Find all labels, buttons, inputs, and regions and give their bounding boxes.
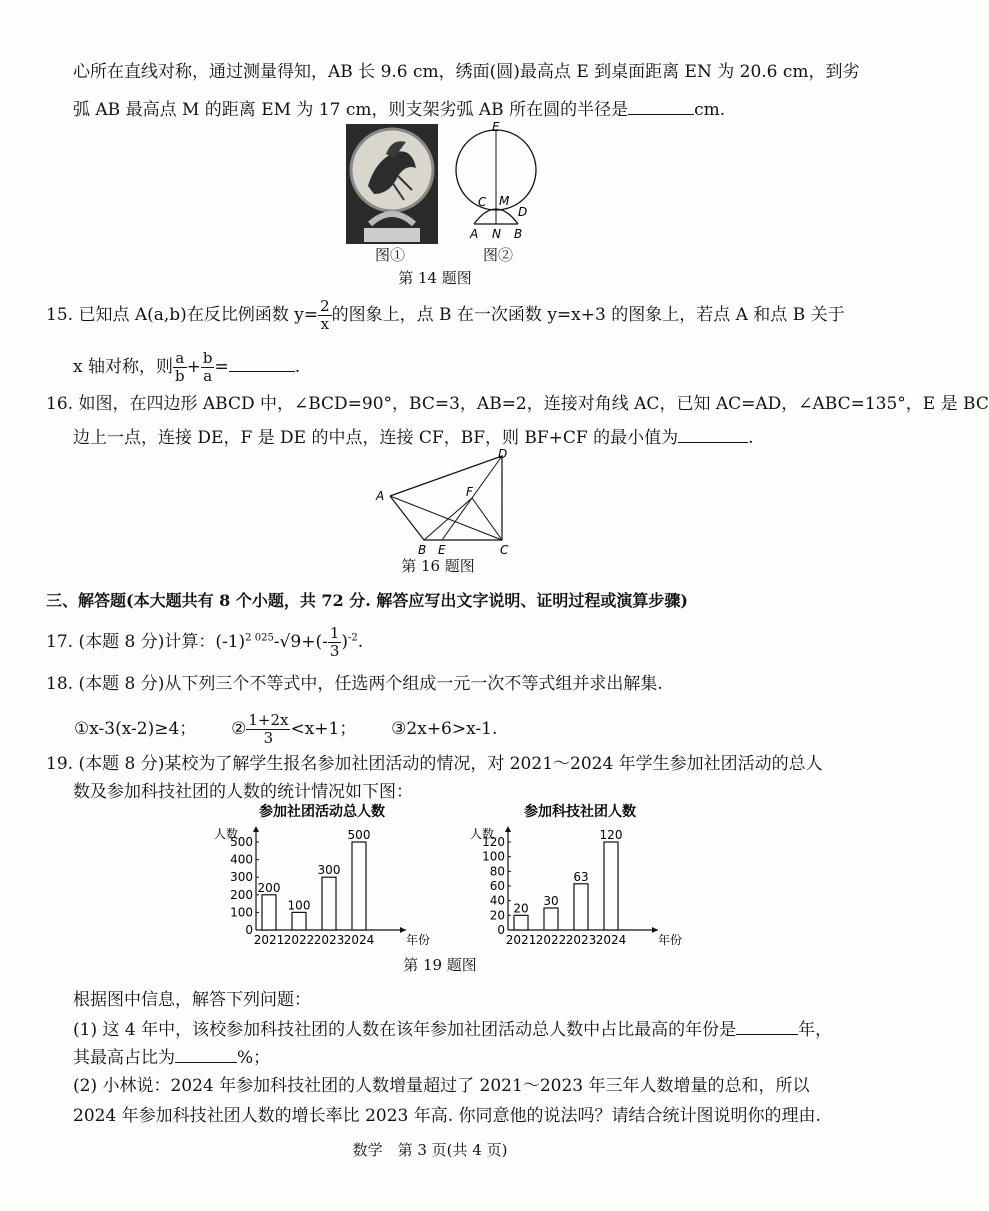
chart2-ytick-label: 20 — [489, 908, 505, 923]
chart1-bar — [262, 895, 276, 930]
q14-fig1-caption: 图① — [374, 246, 405, 264]
q17-exp1: 2 025 — [245, 632, 274, 644]
chart2-y-arrow — [505, 826, 511, 832]
chart2-data-label: 20 — [513, 901, 529, 916]
q18-ineq2-pre: ② — [231, 719, 247, 739]
q19-text-1: (本题 8 分)某校为了解学生报名参加社团活动的情况，对 2021～2024 年学生参加社团活动的总人 — [78, 754, 823, 774]
q17-text: (本题 8 分)计算：(-1) — [78, 632, 246, 652]
q17-line — [46, 625, 363, 660]
q15-answer-blank[interactable] — [229, 353, 295, 372]
chart2-ytick-label: 120 — [482, 835, 505, 849]
chart2-ytick-label: 100 — [482, 849, 505, 864]
chart1-xlabel: 年份 — [405, 933, 431, 947]
q14-label-M: M — [499, 194, 510, 208]
q17-fraction: $\frac{1}{3}$ — [329, 624, 340, 660]
chart2-data-label: 63 — [573, 869, 589, 884]
chart1-ytick-label: 100 — [230, 905, 253, 920]
q19-p1-percent: %； — [237, 1048, 271, 1068]
q19-percent-blank[interactable] — [175, 1044, 237, 1063]
q18-ineq3: ③2x+6>x-1. — [391, 719, 498, 739]
q19-part1-line1 — [73, 1016, 832, 1042]
q14-figure1-photo — [346, 124, 438, 244]
chart1-xtick-label: 2021 — [253, 933, 285, 947]
q16-label-C: C — [500, 543, 509, 557]
q19-chart-total — [212, 802, 432, 952]
q19-year-blank[interactable] — [736, 1016, 798, 1035]
q15-text-a: 已知点 A(a,b)在反比例函数 y= — [78, 305, 319, 325]
q18-inequalities — [74, 712, 497, 747]
chart2-bar — [574, 884, 588, 930]
q18-ineq2-post: <x+1； — [290, 719, 357, 739]
chart2-ytick-label: 60 — [489, 879, 505, 893]
chart1-ytick-label: 0 — [245, 923, 253, 937]
q18-ineq2-frac: $\frac{1+2x}{3}$ — [248, 711, 289, 747]
q16-number: 16. — [46, 394, 74, 414]
q19-part2-line2: 2024 年参加科技社团人数的增长率比 2023 年高. 你同意他的说法吗？请结合统计图说明你的理由. — [73, 1106, 821, 1126]
chart2-xtick-label: 2021 — [505, 933, 537, 947]
q18-ineq1: ①x-3(x-2)≥4； — [74, 719, 197, 739]
q15-number: 15. — [46, 305, 74, 325]
chart1-data-label: 200 — [257, 880, 281, 895]
q17-mid: -√9+(- — [273, 632, 328, 652]
q19-part2-line1: (2) 小林说：2024 年参加科技社团的人数增量超过了 2021～2023 年三年人数增量的总和，所以 — [73, 1076, 810, 1096]
q15-frac-a-b: $\frac{a}{b}$ — [175, 349, 185, 385]
q17-number: 17. — [46, 632, 74, 652]
q15-frac-b-a: $\frac{b}{a}$ — [202, 349, 213, 385]
page-footer: 数学 第 3 页(共 4 页) — [352, 1141, 508, 1159]
chart1-xtick-label: 2024 — [343, 933, 375, 947]
chart2-ytick-label: 40 — [489, 893, 505, 908]
chart2-ytick-label: 80 — [489, 864, 505, 879]
q14-line2-text: 弧 AB 最高点 M 的距离 EM 为 17 cm，则支架劣弧 AB 所在圆的半径是 — [73, 100, 629, 120]
q16-label-B: B — [418, 543, 427, 557]
q16-answer-blank[interactable] — [678, 424, 748, 443]
q19-line1 — [46, 752, 823, 776]
q18-line1 — [46, 672, 663, 696]
q16-label-E: E — [438, 543, 446, 557]
q15-plus: + — [186, 357, 201, 377]
chart2-ylabel: 人数 — [470, 827, 495, 841]
chart1-bar — [322, 877, 336, 930]
q15-fraction: $\frac{2}{x}$ — [320, 297, 330, 333]
chart1-title: 参加社团活动总人数 — [259, 804, 385, 820]
q16-label-D: D — [498, 447, 508, 461]
q14-figure2-diagram — [452, 120, 542, 244]
q16-end: . — [748, 428, 754, 448]
q16-label-A: A — [376, 489, 385, 503]
q15-line2 — [73, 350, 300, 385]
chart2-bar — [514, 915, 528, 930]
chart2-xlabel: 年份 — [657, 933, 683, 947]
chart2-xtick-label: 2024 — [595, 933, 627, 947]
q14-label-D: D — [518, 205, 528, 219]
chart2-ytick-label: 0 — [497, 923, 505, 937]
chart2-data-label: 120 — [599, 828, 623, 842]
q19-part1-line2 — [73, 1044, 270, 1070]
q14-line1: 心所在直线对称，通过测量得知，AB 长 9.6 cm，绣面(圆)最高点 E 到桌面距离 EN 为 20.6 cm，到劣 — [73, 62, 860, 82]
q19-intro: 根据图中信息，解答下列问题： — [73, 990, 311, 1010]
chart1-bar — [292, 912, 306, 930]
q15-end: . — [294, 357, 301, 377]
q18-text: (本题 8 分)从下列三个不等式中，任选两个组成一元一次不等式组并求出解集. — [78, 674, 663, 694]
q14-line2 — [73, 96, 725, 122]
q16-line2 — [73, 424, 754, 450]
chart1-ytick-label: 400 — [230, 852, 253, 867]
q14-fig2-caption: 图② — [482, 246, 513, 264]
q17-end: . — [357, 632, 364, 652]
q14-label-A: A — [470, 227, 479, 241]
chart1-y-arrow — [253, 826, 259, 832]
chart1-xtick-label: 2023 — [313, 933, 345, 947]
q14-label-B: B — [514, 227, 523, 241]
q16-text-1: 如图，在四边形 ABCD 中，∠BCD=90°，BC=3，AB=2，连接对角线 AC，已知 AC=AD，∠ABC=135°，E 是 BC — [78, 394, 989, 414]
q14-label-N: N — [492, 227, 501, 241]
chart1-xtick-label: 2022 — [283, 933, 315, 947]
chart1-bar — [352, 842, 366, 930]
q14-unit: cm. — [694, 100, 726, 120]
q16-text-2: 边上一点，连接 DE，F 是 DE 的中点，连接 CF，BF，则 BF+CF 的最小值为 — [73, 428, 679, 448]
q19-p1-text: (1) 这 4 年中，该校参加科技社团的人数在该年参加社团活动总人数中占比最高的年份是 — [73, 1020, 737, 1040]
q17-exp2: -2 — [348, 632, 358, 644]
chart1-data-label: 500 — [347, 828, 371, 842]
q16-figure — [372, 448, 520, 556]
q19-caption: 第 19 题图 — [403, 956, 477, 974]
chart1-ylabel: 人数 — [214, 827, 239, 841]
chart2-bar — [544, 908, 558, 930]
chart1-ytick-label: 500 — [230, 835, 253, 849]
q14-caption: 第 14 题图 — [398, 269, 472, 287]
q19-chart-tech — [468, 802, 683, 952]
q14-label-E: E — [492, 120, 500, 134]
q17-close: ) — [341, 632, 349, 652]
q15-equals: = — [214, 357, 229, 377]
q16-line1 — [46, 392, 989, 416]
chart1-ytick-label: 300 — [230, 870, 253, 885]
chart2-title: 参加科技社团人数 — [524, 804, 636, 820]
chart2-xtick-label: 2023 — [565, 933, 597, 947]
q14-label-C: C — [478, 195, 487, 209]
chart1-ytick-label: 200 — [230, 887, 253, 902]
q16-label-F: F — [466, 485, 473, 499]
q19-line2: 数及参加科技社团的人数的统计情况如下图： — [73, 782, 413, 802]
q15-text-c: x 轴对称，则 — [73, 357, 173, 377]
chart2-data-label: 30 — [543, 894, 559, 908]
q15-line1 — [46, 298, 845, 333]
chart1-data-label: 100 — [287, 898, 311, 913]
q14-answer-blank[interactable] — [628, 96, 694, 115]
q19-number: 19. — [46, 754, 74, 774]
q18-number: 18. — [46, 674, 74, 694]
q19-p1-year-unit: 年， — [798, 1020, 833, 1040]
chart2-bar — [604, 842, 618, 930]
chart1-data-label: 300 — [317, 863, 341, 878]
q19-p1-text-2: 其最高占比为 — [73, 1048, 175, 1068]
q15-text-b: 的图象上，点 B 在一次函数 y=x+3 的图象上，若点 A 和点 B 关于 — [331, 305, 845, 325]
section3-heading: 三、解答题(本大题共有 8 个小题，共 72 分. 解答应写出文字说明、证明过程或演算步骤) — [46, 591, 688, 610]
chart2-xtick-label: 2022 — [535, 933, 567, 947]
q16-caption: 第 16 题图 — [401, 557, 475, 575]
